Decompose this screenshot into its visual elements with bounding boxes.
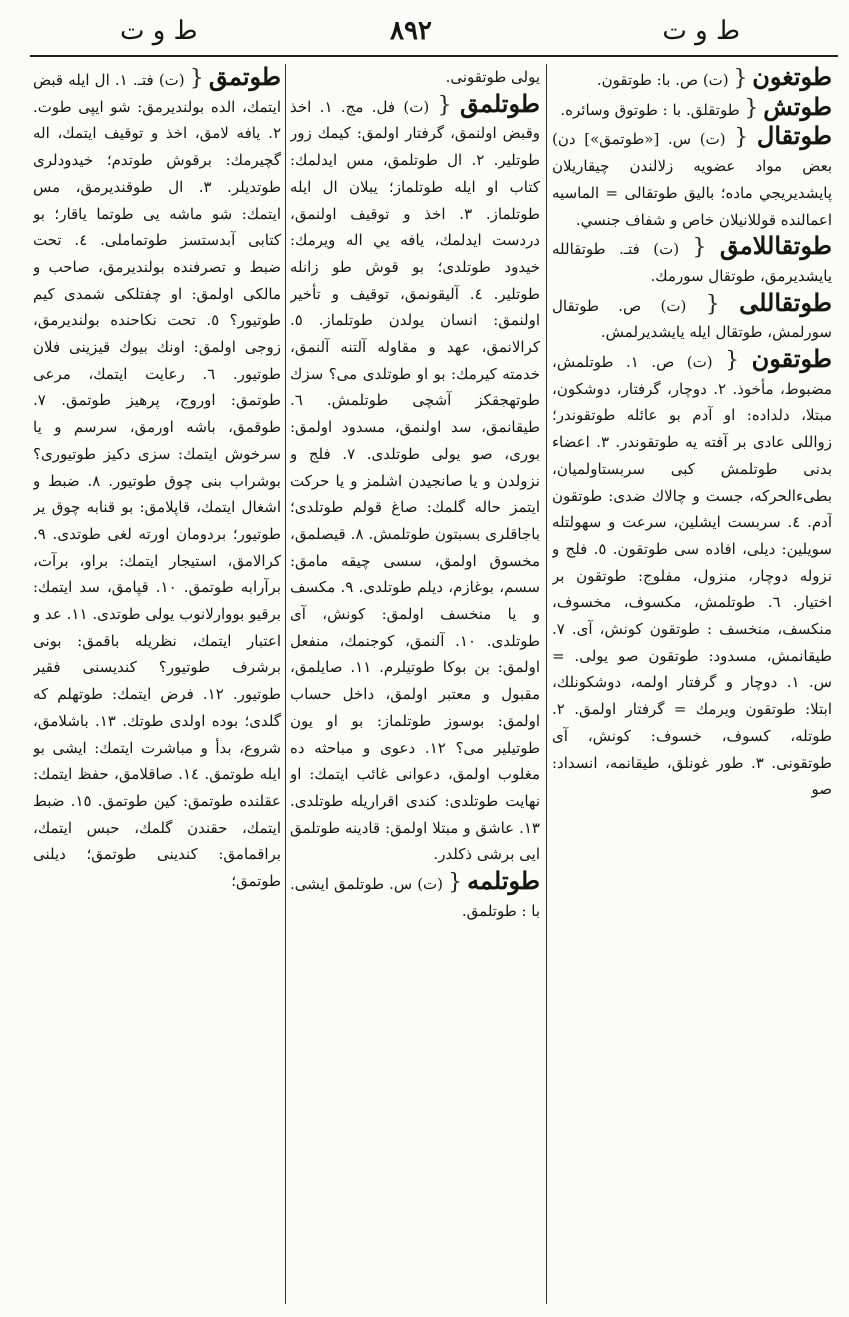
entry: [290, 64, 540, 91]
entry: [552, 346, 832, 803]
brace-mark: {: [725, 348, 740, 374]
brace-mark: {: [734, 125, 749, 151]
headword: طوتغون: [752, 64, 832, 91]
definition: (ت) فل. مج. ١. اخذ وقبض اولنمق، گرفتار اولمق: كيمك زور طوتلير. ٢. ال طوتلمق، مس ايدلمك: كتاب او ايله طوتلماز؛ يبلان ال ايله طوتلماز. ٣. اخذ و توقيف اولنمق، دردست ايدلمك، يافه يي اله ويرمك: خيدود طوتلدى؛ بو قوش طو زانله طوتلير. ٤. آليقونمق، توقيف و تأخير اولنمق: انسان يولدن طوتلماز. ٥. كرالانمق، عهد و مقاوله آلتنه آلنمق، خدمته كيرمك: بو او طوتلدى مى؟ سزك طوتهجقكز آشچى طوتلمش. ٦. طيقانمق، سد اولنمق، مسدود اولمق: بورى، صو يولى طوتلدى. ٧. فلج و نزولدن و يا صانجيدن اشلمز و يا حركت ايتمز حاله گلمك: صاغ قولم طوتلدى؛ باجاقلرى بسبتون طوتلمش. ٨. قيصلمق، مخسوق اولمق، سسى چيقه مامق: سسم، بوغازم، ديلم طوتلدى. ٩. مكسف و يا منخسف اولمق: كونش، آى طوتلدى. ١٠. آلنمق، كوجنمك، منفعل اولمق: بن بوكا طوتيلرم. ١١. صايلمق، مقبول و معتبر اولمق، داخل حساب اولمق: بوسوز طوتلماز: بو او يون طوتيلير مى؟ ١٢. دعوى و مباحثه ده مغلوب اولمق، دعوانى غائب ايتمك: او نهايت طوتلدى: كندى اقراريله طوتلدى. ١٣. عاشق و مبتلا اولمق: قادينه طوتلمق ايى برشى ذكلدر.: [290, 97, 540, 864]
definition: (ت) س. [«طوتمق»] دن) بعض مواد عضويه زلالندن چيقاريلان پايشديريجي ماده؛ باليق طوتقالى = الماسيه اعمالنده قوللانيلان خاص و شفاف جنسي.: [552, 130, 832, 229]
definition: (ت) فتـ. ١. ال ايله قبض ايتمك، الده بولنديرمق: شو ايپى طوت. ٢. يافه لامق، اخذ و توقيف ايتمك، اله گچيرمك: برقوش طوتدم؛ خيدودلرى طوتديلر. ٣. ال طوقنديرمق، مس ايتمك: شو ماشه يى طوتما ياقار؛ بو كتابى آبدستسز طوتماملى. ٤. تحت ضبط و تصرفنده بولنديرمق، صاحب و مالكى اولمق: او چفتلكى شمدى كيم طوتيور؟ ٥. تحت نكاحنده بولنديرمق، زوجى اولمق: اونك بيوك قيزينى فلان طوتيور. ٦. رعايت ايتمك، مرعى طوتمق: اوروج، پرهيز طوتمق. ٧. طوقمق، باشه اورمق، سرسم و يا سرخوش ايتمك: سزى دكيز طوتيورى؟ بوشراب بنى چوق طوتيور. ٨. ضبط و اشغال ايتمك، قاپلامق: بو قنابه چوق ير طوتيور؛ بردومان اورته لغى طوتدى. ٩. كرالامق، استيجار ايتمك: براو، برآت، برآرابه طوتمق. ١٠. قپامق، سد ايتمك: برقيو بووارلانوب يولى طوتدى. ١١. عد و اعتبار ايتمك، نظريله باقمق: بونى برشرف طوتيور؟ كنديسنى فقير طوتيور. ١٢. فرض ايتمك: طوتهلم كه گلدى؛ بوده اولدى طوتك. ١٣. باشلامق، شروع، بدأ و مباشرت ايتمك: ايشى بو ايله طوتمق. ١٤. صاقلامق، حفظ ايتمك: عقلنده طوتمق: كين طوتمق. ١٥. ضبط ايتمك، حقندن گلمك، حبس ايتمك، براقمامق: كندينى طوتمق؛ ديلنى طوتمق؛: [33, 71, 281, 891]
brace-mark: {: [692, 235, 707, 261]
headword: طوتقال: [756, 121, 832, 151]
headword: طوتقاللامق: [719, 231, 832, 261]
headword: طوتقون: [751, 344, 832, 374]
headword: طوتش: [763, 91, 832, 121]
entry: [552, 91, 832, 124]
brace-mark: {: [733, 66, 748, 91]
entry: [290, 88, 540, 868]
definition: طوتقلق. با : طوتوق وسائره.: [560, 100, 740, 119]
column-middle: [290, 64, 540, 1304]
column-left: [33, 64, 281, 1304]
header-right-keyword: ط و ت: [662, 16, 740, 46]
brace-mark: {: [705, 291, 720, 317]
header-rule: [30, 55, 838, 57]
definition: (ت) فتـ. طوتقالله يايشديرمق، طوتقال سورمك.: [552, 240, 832, 285]
definition: (ت) ص. ١. طوتلمش، مضبوط، مأخوذ. ٢. دوچار، گرفتار، دوشكون، مبتلا، دلداده: او آدم بو عائله طوتقوندر؛ زواللى عادى بر آفته يه طوتقوندر. ٣. اعضاء بدنى طوتلمش كبى سربستاولميان، بطىءالحركه، جست و چالاك ضدى: طوتقون آدم. ٤. سربست ايشلين، سرعت و سهولتله سويلين: ديلى، افاده سى طوتقون. ٥. فلج و نزوله دوچار، منزول، مفلوج: طوتقون بر اختيار. ٦. طوتلمش، مكسوف، مخسوف، منكسف، منخسف : طوتقون كونش، آى. ٧. طيقانمش، مسدود: طوتقون صو يولى. = س. ١. دوچار و گرفتار اولمه، دوشكونلك، ابتلا: طوتقون ويرمك = گرفتار اولمق. ٢. طوتله، كسوف، خسوف: كونش، آى طوتقونى. ٣. طور غونلق، طيقانمه، انسداد: صو: [552, 353, 832, 799]
entry: [552, 64, 832, 94]
brace-mark: {: [189, 66, 204, 91]
entry: [552, 233, 832, 289]
entry: [552, 123, 832, 233]
entry: [552, 287, 832, 346]
page-number: ٨٩٢: [390, 16, 432, 46]
definition: (ت) س. طوتلمق ايشى. با : طوتلمق.: [290, 875, 540, 920]
column-divider: [285, 64, 286, 1304]
running-header: [30, 12, 830, 50]
definition: يولى طوتقونى.: [445, 68, 540, 86]
headword: طوتمق: [208, 64, 281, 91]
column-divider: [546, 64, 547, 1304]
headword: طوتقاللى: [739, 287, 832, 317]
header-left-keyword: ط و ت: [120, 16, 198, 46]
definition: (ت) ص. طوتقال سورلمش، طوتقال ايله يايشديرلمش.: [552, 296, 832, 342]
entry: [290, 868, 540, 924]
headword: طوتلمق: [459, 88, 540, 118]
brace-mark: {: [744, 95, 759, 121]
brace-mark: {: [448, 870, 463, 896]
definition: (ت) ص. با: طوتقون.: [596, 71, 729, 89]
entry: [33, 64, 281, 895]
brace-mark: {: [437, 92, 452, 118]
headword: طوتلمه: [467, 866, 540, 896]
column-right: [552, 64, 832, 1304]
